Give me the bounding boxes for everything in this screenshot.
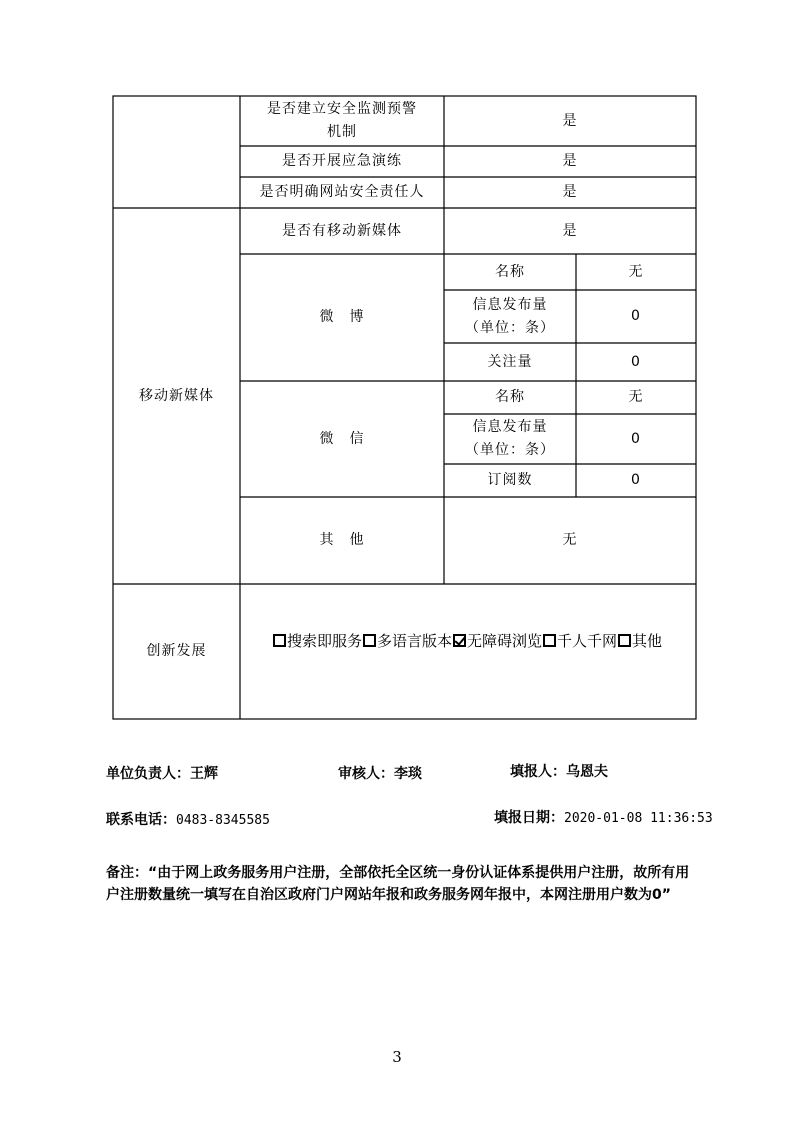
wechat-posts-label-line-1: 信息发布量 (472, 419, 548, 435)
weibo-posts-label-line-2: （单位：条） (465, 319, 555, 336)
weibo-name-value: 无 (628, 263, 644, 280)
innovation-section-label: 创新发展 (146, 643, 207, 659)
checkbox-search-service[interactable] (273, 634, 286, 647)
other-media-label: 其 他 (319, 532, 365, 548)
contact-phone (106, 809, 270, 829)
weibo-followers-value: 0 (631, 353, 641, 370)
wechat-posts-label-line-2: （单位：条） (465, 442, 555, 458)
weibo-posts-label-line-1: 信息发布量 (472, 296, 548, 313)
security-responsible-label: 是否明确网站安全责任人 (259, 184, 425, 200)
wechat-label: 微 信 (319, 430, 365, 447)
wechat-name-label: 名称 (495, 389, 525, 405)
remarks-note: 备注：“由于网上政务服务用户注册，全部依托全区统一身份认证体系提供用户注册，故所有用户注册数量统一填写在自治区政府门户网站年报和政务服务网年报中，本网注册用户数为0” (106, 865, 690, 903)
option-search-service: 搜索即服务 (286, 631, 362, 650)
option-personalized: 千人千网 (557, 631, 618, 650)
unit-head: 单位负责人：王辉 (106, 766, 218, 782)
warning-mechanism-value: 是 (562, 112, 578, 129)
checkbox-personalized[interactable] (543, 634, 556, 647)
option-other: 其他 (632, 631, 663, 650)
checkbox-accessibility-checked[interactable] (453, 634, 466, 647)
date-value: 2020-01-08 11:36:53 (564, 811, 713, 826)
fill-date (494, 807, 713, 827)
date-label: 填报日期： (494, 810, 564, 826)
weibo-label: 微 博 (319, 309, 365, 325)
phone-value: 0483-8345585 (176, 813, 270, 828)
weibo-name-label: 名称 (495, 263, 525, 280)
other-media-value: 无 (562, 532, 578, 548)
weibo-posts-label (444, 290, 576, 343)
option-accessibility: 无障碍浏览 (466, 631, 542, 650)
wechat-subscribers-value: 0 (631, 472, 641, 488)
wechat-posts-label (444, 414, 576, 464)
filler: 填报人：乌恩夫 (510, 764, 608, 780)
has-mobile-media-label: 是否有移动新媒体 (282, 222, 402, 239)
has-mobile-media-value: 是 (562, 222, 578, 239)
emergency-drill-value: 是 (562, 153, 578, 169)
weibo-posts-value: 0 (631, 308, 641, 324)
security-responsible-value: 是 (562, 184, 578, 200)
checkbox-multilingual[interactable] (363, 634, 376, 647)
wechat-name-value: 无 (628, 389, 644, 405)
innovation-options (240, 584, 696, 698)
warning-label-line-1: 是否建立安全监测预警 (267, 101, 417, 117)
checkbox-other[interactable] (618, 634, 631, 647)
reviewer: 审核人：李琰 (338, 766, 422, 782)
mobile-media-section-label: 移动新媒体 (139, 387, 214, 404)
wechat-posts-value: 0 (631, 430, 641, 447)
warning-label-line-2: 机制 (327, 124, 357, 140)
innovation-checkbox-group (273, 630, 663, 653)
emergency-drill-label: 是否开展应急演练 (282, 153, 402, 169)
warning-mechanism-label (240, 96, 444, 146)
weibo-followers-label: 关注量 (487, 353, 533, 370)
option-multilingual: 多语言版本 (376, 631, 452, 650)
phone-label: 联系电话： (106, 812, 176, 828)
page-number: 3 (392, 1048, 402, 1066)
wechat-subscribers-label: 订阅数 (487, 472, 533, 488)
